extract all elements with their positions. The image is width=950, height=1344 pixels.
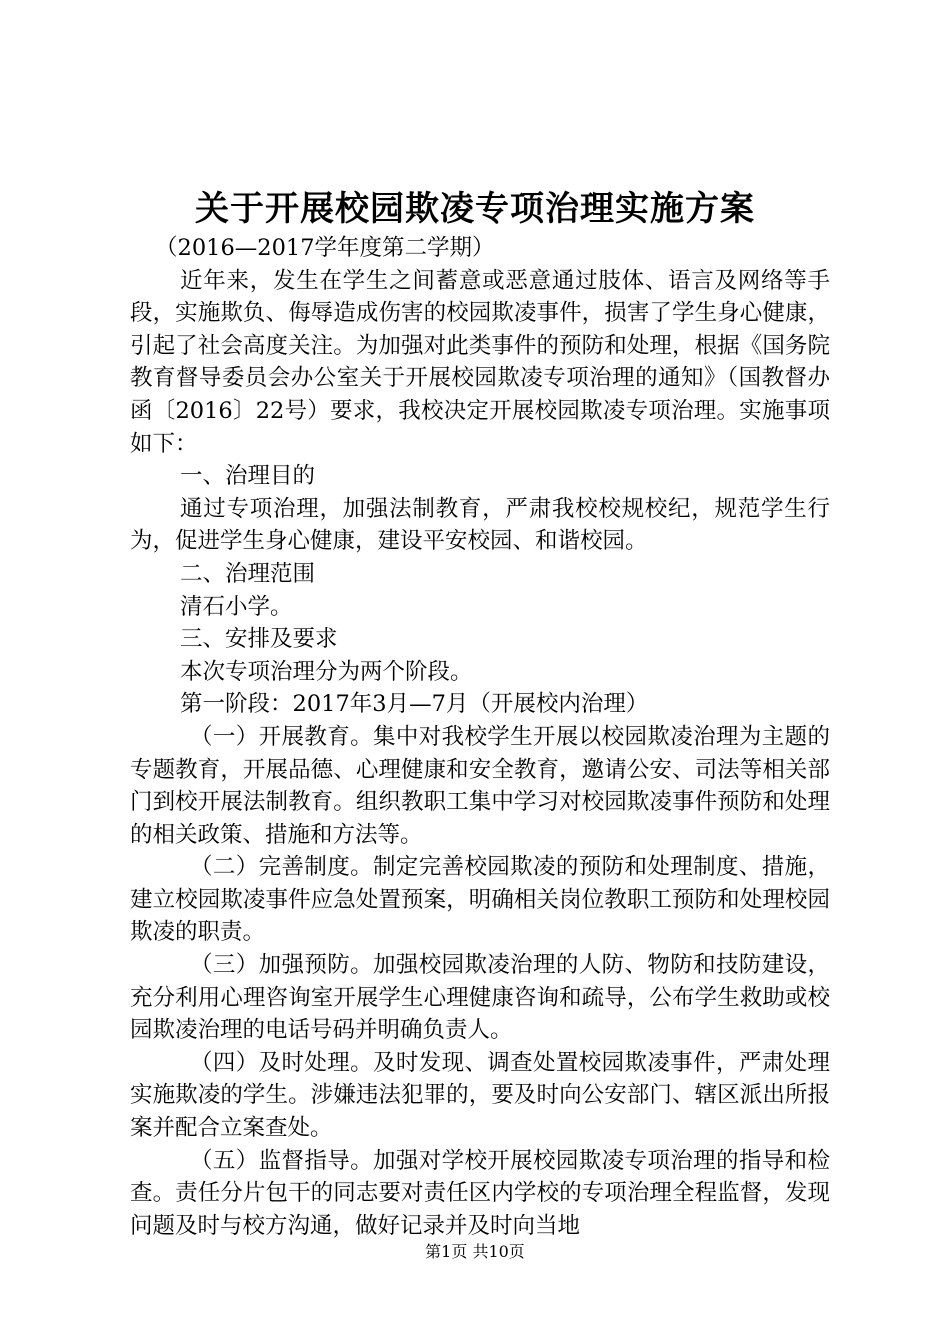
document-subtitle: （2016—2017学年度第二学期） [155, 235, 495, 261]
page-number: 第1页 共10页 [425, 1242, 525, 1261]
paragraph-item-5: （五）监督指导。加强对学校开展校园欺凌专项治理的指导和检查。责任分片包干的同志要对责任区内学校的专项治理全程监督，发现问题及时与校方沟通，做好记录并及时向当地 [130, 1147, 830, 1239]
paragraph-scope: 清石小学。 [180, 593, 293, 620]
paragraph-purpose: 通过专项治理，加强法制教育，严肃我校校规校纪，规范学生行为，促进学生身心健康，建设平安校园、和谐校园。 [130, 495, 830, 555]
paragraph-item-2: （二）完善制度。制定完善校园欺凌的预防和处理制度、措施，建立校园欺凌事件应急处置预案，明确相关岗位教职工预防和处理校园欺凌的职责。 [130, 854, 830, 946]
stage-heading-1: 第一阶段：2017年3月—7月（开展校内治理） [180, 691, 649, 718]
paragraph-stages: 本次专项治理分为两个阶段。 [180, 658, 473, 685]
section-heading-2: 二、治理范围 [180, 560, 316, 587]
paragraph-item-3: （三）加强预防。加强校园欺凌治理的人防、物防和技防建设，充分利用心理咨询室开展学生心理健康咨询和疏导，公布学生救助或校园欺凌治理的电话号码并明确负责人。 [130, 952, 830, 1044]
paragraph-intro: 近年来，发生在学生之间蓄意或恶意通过肢体、语言及网络等手段，实施欺负、侮辱造成伤害的校园欺凌事件，损害了学生身心健康，引起了社会高度关注。为加强对此类事件的预防和处理，根据《国务院教育督导委员会办公室关于开展校园欺凌专项治理的通知》（国教督办函〔2016〕22号）要求，我校决定开展校园欺凌专项治理。实施事项如下： [130, 267, 830, 457]
section-heading-3: 三、安排及要求 [180, 626, 338, 653]
paragraph-item-4: （四）及时处理。及时发现、调查处置校园欺凌事件，严肃处理实施欺凌的学生。涉嫌违法犯罪的，要及时向公安部门、辖区派出所报案并配合立案查处。 [130, 1049, 830, 1142]
section-heading-1: 一、治理目的 [180, 463, 316, 490]
document-body [130, 232, 830, 1242]
document-title: 关于开展校园欺凌专项治理实施方案 [195, 189, 755, 229]
paragraph-item-1: （一）开展教育。集中对我校学生开展以校园欺凌治理为主题的专题教育，开展品德、心理健康和安全教育，邀请公安、司法等相关部门到校开展法制教育。组织教职工集中学习对校园欺凌事件预防和处理的相关政策、措施和方法等。 [130, 723, 830, 848]
